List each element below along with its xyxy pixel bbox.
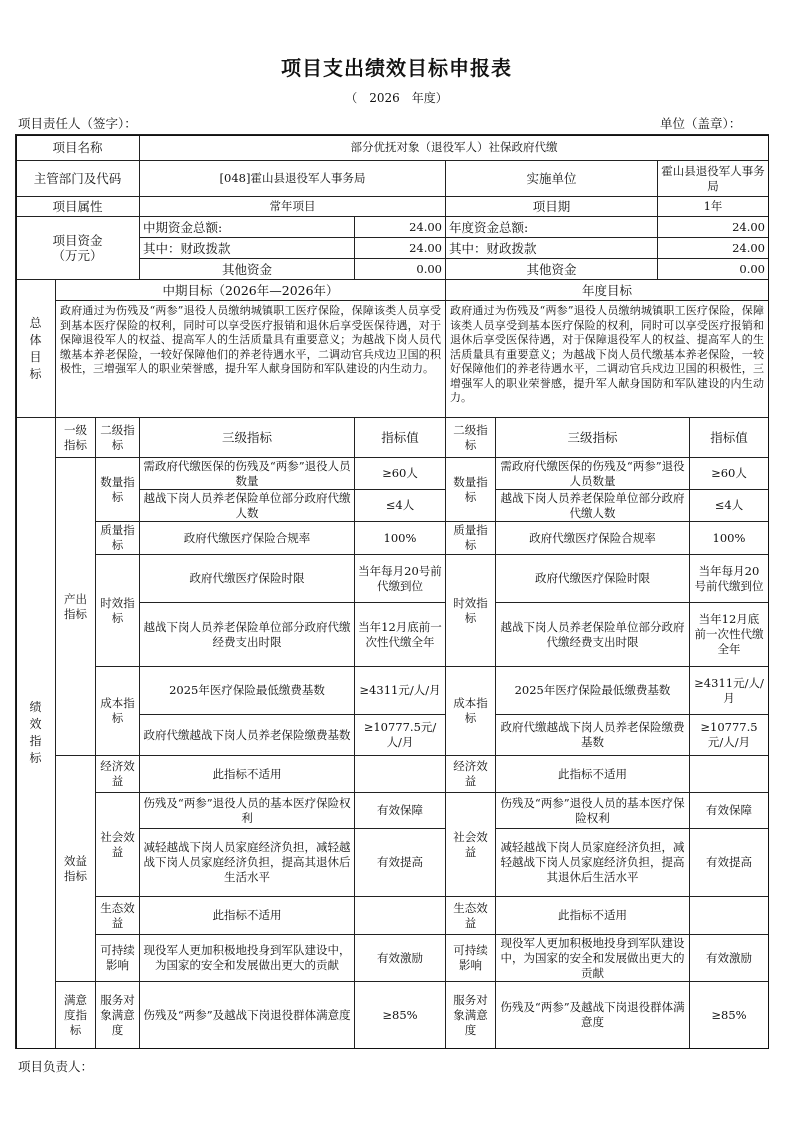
level3-indicator-right	[495, 489, 690, 522]
indicator-value-right	[689, 792, 769, 829]
indicator-value-left-text: ≥10777.5元/人/月	[363, 720, 437, 749]
level2-social-left-text: 社会效益	[100, 829, 135, 859]
level3-indicator-right	[495, 896, 690, 935]
level3-indicator-left-text: 政府代缴越战下岗人员养老保险缴费基数	[143, 727, 351, 742]
year-other-value-text: 0.00	[739, 261, 765, 276]
mid-other-value	[354, 258, 446, 280]
level3-indicator-right	[495, 792, 690, 829]
project-name-value	[139, 134, 769, 161]
header-value-left	[354, 417, 446, 458]
indicator-value-right	[689, 521, 769, 555]
indicator-value-left-text: 当年12月底前一次性代缴全年	[358, 619, 442, 649]
indicator-value-right	[689, 457, 769, 490]
impl-unit-value-text: 霍山县退役军人事务局	[661, 163, 765, 193]
level2-service-left	[95, 981, 140, 1049]
project-period-value-text: 1年	[703, 199, 723, 213]
project-name-label-text: 项目名称	[52, 140, 103, 155]
project-attr-label	[15, 196, 140, 217]
impl-unit-label	[445, 160, 658, 197]
indicator-value-right-text: ≥4311元/人/月	[694, 675, 764, 705]
level3-indicator-left-text: 需政府代缴医保的伤残及“两参”退役人员数量	[143, 458, 351, 488]
indicator-value-left	[354, 755, 446, 793]
indicator-value-right	[689, 896, 769, 935]
unit-seal-label: 单位（盖章）：	[660, 116, 742, 131]
level3-indicator-right-text: 越战下岗人员养老保险单位部分政府代缴经费支出时限	[500, 619, 685, 649]
report-year: （ 2026 年度）	[345, 91, 448, 105]
level2-social-right	[445, 792, 496, 897]
mid-total-value-text: 24.00	[409, 219, 442, 234]
level3-indicator-left	[139, 981, 355, 1049]
year-fiscal-value	[657, 237, 769, 259]
indicator-value-right	[689, 489, 769, 522]
level3-indicator-right-text: 政府代缴医疗保险合规率	[529, 530, 656, 545]
mid-other-label	[139, 258, 355, 280]
project-attr-label-text: 项目属性	[52, 199, 103, 214]
level2-economic-left	[95, 755, 140, 793]
level1-benefit	[55, 755, 96, 982]
indicator-value-left	[354, 666, 446, 715]
header-value-left-text: 指标值	[381, 430, 419, 445]
mid-goal-text	[55, 300, 446, 418]
level2-quantity-left	[95, 457, 140, 522]
dept-value	[139, 160, 446, 197]
indicator-value-left	[354, 934, 446, 982]
level3-indicator-left-text: 越战下岗人员养老保险单位部分政府代缴经费支出时限	[143, 619, 351, 649]
indicator-value-right	[689, 714, 769, 756]
level2-economic-left-text: 经济效益	[100, 759, 135, 788]
level3-indicator-left	[139, 755, 355, 793]
level3-indicator-right-text: 2025年医疗保险最低缴费基数	[514, 683, 671, 697]
level2-quality-right-text: 质量指标	[453, 523, 488, 552]
project-leader-label: 项目负责人：	[18, 1059, 94, 1074]
indicator-value-right-text: 当年12月底前一次性代缴全年	[694, 612, 764, 656]
indicator-value-right-text: ≥85%	[711, 1007, 747, 1022]
header-level3-right	[495, 417, 690, 458]
project-name-value-text: 部分优抚对象（退役军人）社保政府代缴	[350, 140, 558, 154]
level3-indicator-right	[495, 714, 690, 756]
level3-indicator-left	[139, 602, 355, 667]
header-level2-left	[95, 417, 140, 458]
indicator-value-left	[354, 489, 446, 522]
indicator-value-left-text: 当年每月20号前代缴到位	[358, 563, 442, 593]
header-value-right	[689, 417, 769, 458]
level3-indicator-right-text: 此指标不适用	[558, 908, 627, 922]
indicator-value-right-text: ≥60人	[711, 466, 747, 480]
level3-indicator-right	[495, 666, 690, 715]
level3-indicator-right-text: 伤残及“两参”及越战下岗退役群体满意度	[500, 1000, 685, 1029]
level3-indicator-right-text: 政府代缴医疗保险时限	[535, 571, 650, 585]
level3-indicator-right	[495, 602, 690, 667]
indicator-value-right	[689, 981, 769, 1049]
level2-ecological-left-text: 生态效益	[100, 900, 135, 930]
mid-fiscal-value-text: 24.00	[409, 240, 442, 255]
header-value-right-text: 指标值	[710, 430, 748, 445]
level2-timeliness-left-text: 时效指标	[100, 595, 135, 625]
responsible-sign-label: 项目责任人（签字）：	[18, 116, 137, 131]
indicator-value-left	[354, 896, 446, 935]
indicator-value-right	[689, 828, 769, 897]
indicator-value-left	[354, 792, 446, 829]
level3-indicator-right	[495, 521, 690, 555]
level3-indicator-left	[139, 828, 355, 897]
level2-quantity-left-text: 数量指标	[100, 474, 135, 504]
header-level1	[55, 417, 96, 458]
level3-indicator-right-text: 伤残及“两参”退役人员的基本医疗保险权利	[500, 795, 685, 825]
level2-economic-right-text: 经济效益	[453, 759, 488, 788]
project-attr-value	[139, 196, 446, 217]
level2-sustainable-left	[95, 934, 140, 982]
mid-fiscal-label-text: 其中：财政拨款	[143, 240, 231, 256]
project-period-value	[657, 196, 769, 217]
level3-indicator-right-text: 越战下岗人员养老保险单位部分政府代缴人数	[500, 490, 685, 520]
indicator-value-right-text: 100%	[712, 530, 746, 545]
header-level2-right-text: 二级指标	[453, 422, 488, 452]
year-goal-header	[445, 279, 769, 301]
level2-timeliness-left	[95, 554, 140, 667]
dept-value-text: [048]霍山县退役军人事务局	[219, 171, 366, 185]
header-level1-text: 一级指标	[64, 422, 87, 452]
level3-indicator-right-text: 现役军人更加积极地投身到军队建设中，为国家的安全和发展做出更大的贡献	[500, 935, 685, 980]
level2-social-left	[95, 792, 140, 897]
indicator-value-right-text: 有效保障	[706, 803, 752, 817]
indicator-value-left	[354, 521, 446, 555]
indicator-value-right-text: 有效激励	[706, 950, 752, 965]
level3-indicator-left	[139, 792, 355, 829]
level3-indicator-right-text: 此指标不适用	[558, 766, 627, 781]
level3-indicator-right	[495, 934, 690, 982]
header-level3-right-text: 三级指标	[567, 430, 618, 445]
level2-ecological-right	[445, 896, 496, 935]
indicator-value-left-text: 有效保障	[377, 803, 423, 817]
mid-other-value-text: 0.00	[416, 261, 442, 276]
level1-output-text: 产出指标	[64, 591, 87, 621]
level2-quality-left	[95, 521, 140, 555]
level3-indicator-left	[139, 457, 355, 490]
level2-sustainable-right	[445, 934, 496, 982]
indicator-value-left	[354, 457, 446, 490]
level3-indicator-left-text: 越战下岗人员养老保险单位部分政府代缴人数	[143, 490, 351, 520]
project-period-label-text: 项目期	[532, 199, 571, 214]
impl-unit-value	[657, 160, 769, 197]
level2-quantity-right	[445, 457, 496, 522]
level3-indicator-left-text: 伤残及“两参”及越战下岗退役群体满意度	[143, 1007, 351, 1022]
level3-indicator-left	[139, 666, 355, 715]
indicator-value-left	[354, 828, 446, 897]
indicator-value-left	[354, 981, 446, 1049]
level2-quantity-right-text: 数量指标	[453, 474, 488, 504]
level3-indicator-left-text: 政府代缴医疗保险时限	[189, 571, 305, 585]
level2-timeliness-right-text: 时效指标	[453, 595, 488, 625]
level2-social-right-text: 社会效益	[453, 829, 488, 859]
header-level2-left-text: 二级指标	[100, 422, 135, 452]
level3-indicator-left-text: 政府代缴医疗保险合规率	[183, 530, 311, 545]
dept-label	[15, 160, 140, 197]
level3-indicator-left-text: 此指标不适用	[212, 766, 282, 781]
level2-cost-left-text: 成本指标	[100, 696, 135, 725]
level2-service-right-text: 服务对象满意度	[453, 992, 488, 1037]
indicator-value-left-text: 有效激励	[377, 950, 423, 965]
indicator-value-right	[689, 755, 769, 793]
indicator-value-right-text: ≥10777.5元/人/月	[700, 720, 758, 749]
level2-quality-left-text: 质量指标	[100, 523, 135, 552]
level3-indicator-left-text: 此指标不适用	[212, 908, 282, 922]
level3-indicator-right	[495, 554, 690, 603]
level3-indicator-left	[139, 714, 355, 756]
level3-indicator-left-text: 现役军人更加积极地投身到军队建设中，为国家的安全和发展做出更大的贡献	[143, 943, 351, 972]
indicator-value-right	[689, 934, 769, 982]
level2-ecological-right-text: 生态效益	[453, 900, 488, 930]
level3-indicator-left-text: 2025年医疗保险最低缴费基数	[169, 683, 325, 697]
mid-fiscal-value	[354, 237, 446, 259]
level2-service-right	[445, 981, 496, 1049]
performance-indicator-label	[15, 417, 56, 1049]
level2-sustainable-left-text: 可持续影响	[100, 943, 135, 972]
year-fiscal-value-text: 24.00	[732, 240, 765, 255]
indicator-value-left-text: ≤4人	[385, 498, 415, 512]
year-fiscal-label	[445, 237, 658, 259]
level1-output	[55, 457, 96, 756]
mid-goal-text-text: 政府通过为伤残及“两参”退役人员缴纳城镇职工医疗保险，保障该类人员享受到基本医疗保险的权利，同时可以享受医疗报销和退休后享受医保待遇，对于保障退役军人的权益、提高军人的生活质量具有重要意义；为越战下岗人员代缴基本养老保险，一较好保障他们的养老待遇水平，二调动官兵戍边卫国的积极性，三增强军人的职业荣誉感，提升军人献身国防和军队建设的内生动力。	[60, 304, 441, 375]
level3-indicator-left-text: 减轻越战下岗人员家庭经济负担，减轻越战下岗人员家庭经济负担，提高其退休后生活水平	[143, 840, 351, 884]
year-goal-header-text: 年度目标	[581, 282, 632, 298]
funds-label-text: 项目资金 （万元）	[52, 233, 103, 263]
project-name-label	[15, 134, 140, 161]
overall-goal-label	[15, 279, 56, 418]
level3-indicator-right	[495, 981, 690, 1049]
page-title: 项目支出绩效目标申报表	[281, 56, 512, 80]
mid-fiscal-label	[139, 237, 355, 259]
impl-unit-label-text: 实施单位	[526, 171, 577, 186]
indicator-value-right	[689, 554, 769, 603]
level3-indicator-left	[139, 934, 355, 982]
indicator-value-right-text: ≤4人	[714, 498, 744, 512]
indicator-value-left	[354, 602, 446, 667]
level2-ecological-left	[95, 896, 140, 935]
indicator-value-left-text: 有效提高	[377, 855, 423, 869]
mid-total-label	[139, 216, 355, 238]
level3-indicator-right	[495, 828, 690, 897]
indicator-value-right-text: 有效提高	[706, 855, 752, 869]
level3-indicator-left-text: 伤残及“两参”退役人员的基本医疗保险权利	[143, 795, 351, 825]
mid-total-value	[354, 216, 446, 238]
header-level2-right	[445, 417, 496, 458]
level3-indicator-right-text: 需政府代缴医保的伤残及“两参”退役人员数量	[500, 458, 685, 488]
indicator-value-left	[354, 714, 446, 756]
level2-quality-right	[445, 521, 496, 555]
header-level3-left-text: 三级指标	[221, 430, 272, 445]
level1-satisfaction	[55, 981, 96, 1049]
mid-total-label-text: 中期资金总额:	[143, 219, 223, 235]
level2-cost-right-text: 成本指标	[453, 696, 488, 725]
funds-label	[15, 216, 140, 280]
level3-indicator-right	[495, 457, 690, 490]
year-total-value-text: 24.00	[732, 219, 765, 234]
year-goal-text-text: 政府通过为伤残及“两参”退役人员缴纳城镇职工医疗保险，保障该类人员享受到基本医疗保险的权利，同时可以享受医疗报销和退休后享受医保待遇，对于保障退役军人的权益、提高军人的生活质量具有重要意义；为越战下岗人员代缴基本养老保险，一较好保障他们的养老待遇水平，二调动官兵戍边卫国的积极性，三增强军人的职业荣誉感，提升军人献身国防和军队建设的内生动力。	[450, 304, 764, 404]
year-other-label	[445, 258, 658, 280]
project-period-label	[445, 196, 658, 217]
level2-service-left-text: 服务对象满意度	[100, 992, 135, 1037]
indicator-value-left-text: ≥85%	[382, 1007, 418, 1022]
indicator-value-left	[354, 554, 446, 603]
header-level3-left	[139, 417, 355, 458]
year-total-label	[445, 216, 658, 238]
project-attr-value-text: 常年项目	[269, 199, 316, 213]
year-other-value	[657, 258, 769, 280]
level1-benefit-text: 效益指标	[64, 853, 87, 883]
mid-other-label-text: 其他资金	[221, 261, 272, 277]
year-total-value	[657, 216, 769, 238]
level1-satisfaction-text: 满意度指标	[64, 992, 87, 1037]
indicator-value-right	[689, 602, 769, 667]
level3-indicator-left	[139, 521, 355, 555]
level2-sustainable-right-text: 可持续影响	[453, 943, 488, 972]
overall-goal-label-text: 总体目标	[29, 315, 42, 381]
level3-indicator-right-text: 减轻越战下岗人员家庭经济负担，减轻越战下岗人员家庭经济负担，提高其退休后生活水平	[500, 840, 685, 884]
level3-indicator-left	[139, 896, 355, 935]
dept-label-text: 主管部门及代码	[33, 171, 122, 186]
indicator-value-right-text: 当年每月20号前代缴到位	[694, 563, 764, 593]
year-fiscal-label-text: 其中：财政拨款	[449, 240, 537, 256]
level3-indicator-left	[139, 554, 355, 603]
year-goal-text	[445, 300, 769, 418]
indicator-value-left-text: ≥60人	[382, 466, 418, 480]
indicator-value-left-text: ≥4311元/人/月	[359, 683, 441, 697]
level3-indicator-right-text: 政府代缴越战下岗人员养老保险缴费基数	[500, 720, 685, 749]
level2-cost-left	[95, 666, 140, 756]
mid-goal-header	[55, 279, 446, 301]
level3-indicator-right	[495, 755, 690, 793]
performance-indicator-label-text: 绩效指标	[29, 700, 42, 765]
year-other-label-text: 其他资金	[526, 261, 577, 277]
level3-indicator-left	[139, 489, 355, 522]
mid-goal-header-text: 中期目标（2026年—2026年）	[162, 282, 339, 298]
level2-economic-right	[445, 755, 496, 793]
indicator-value-left-text: 100%	[383, 530, 417, 545]
indicator-value-right	[689, 666, 769, 715]
level2-timeliness-right	[445, 554, 496, 667]
level2-cost-right	[445, 666, 496, 756]
year-total-label-text: 年度资金总额:	[449, 219, 529, 235]
